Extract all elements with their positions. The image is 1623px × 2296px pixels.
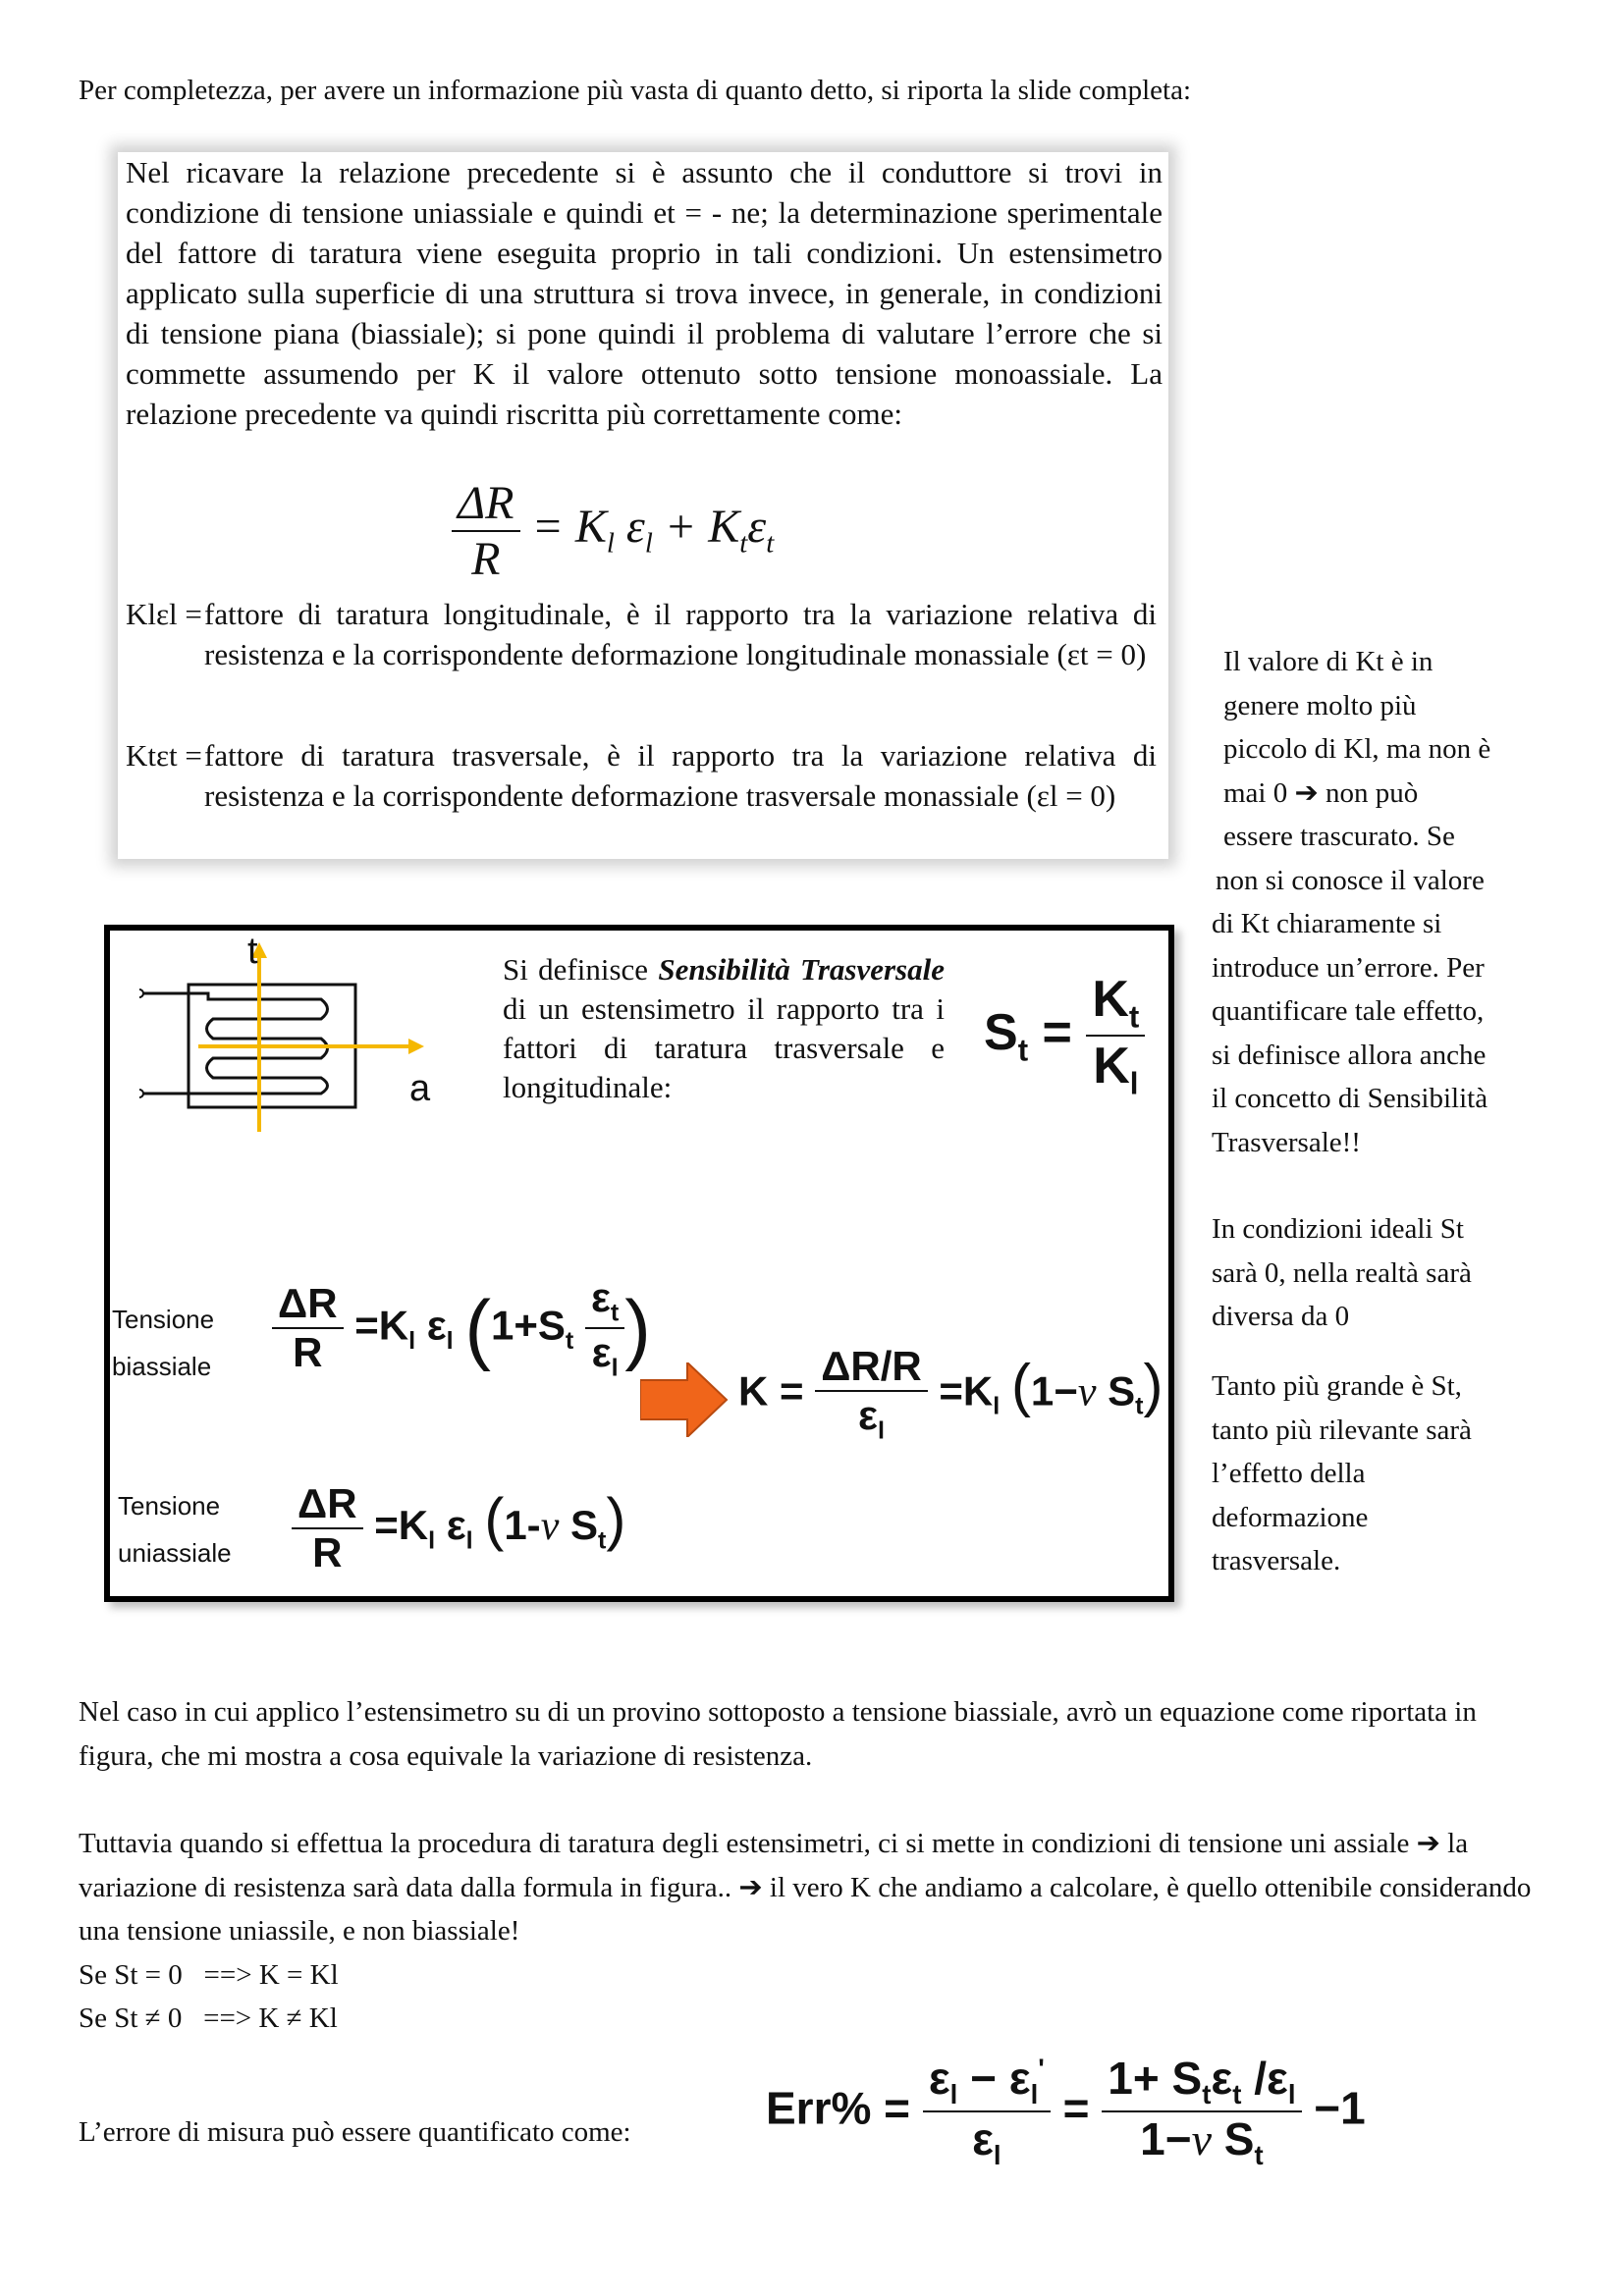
st-formula: $S_t$ = $\frac{K_t}{K_l}$ — [984, 970, 1145, 1102]
def2-text: fattore di taratura trasversale, è il rapporto tra la variazione relativa di resistenza e la corrispondente deformazione trasversale monassiale (εl = 0) — [204, 738, 1157, 813]
k-formula: K = $\frac{\Delta R/R}{\varepsilon_l}$ $=K_l$ (1−ν $S_t$) — [738, 1343, 1163, 1445]
def1-symbol: Klεl = — [126, 597, 202, 631]
resistance-formula: $\frac{\Delta R}{R}$ = $K_l$ $\varepsilon_l + K_t\varepsilon_t$ — [452, 476, 774, 586]
side-note-effect: Tanto più grande è St, tanto più rilevante sarà l’effetto della deformazione trasversale. — [1212, 1370, 1472, 1576]
side-note-kt: Il valore di Kt è in genere molto più piccolo di Kl, ma non è mai 0 ➔ non può essere trascurato. Se non si conosce il valore di Kt chiaramente si introduce un’errore. Per quantificare tale effetto, si definisce allora anche il concetto di Sensibilità Trasversale!! — [1212, 646, 1491, 1158]
definition-longitudinal — [126, 594, 1166, 721]
strain-gauge-diagram — [139, 940, 434, 1137]
slide1-paragraph: Nel ricavare la relazione precedente si è assunto che il conduttore si trovi in condizione di tensione uniassiale e quindi et = - ne; la determinazione sperimentale del fattore di taratura viene eseguita proprio in tali condizioni. Un estensimetro applicato sulla superficie di una struttura si trova invece, in generale, in condizioni di tensione piana (biassiale); si pone quindi il problema di valutare l’errore che si commette assumendo per K il valore ottenuto sotto tensione monoassiale. La relazione precedente va quindi riscritta più correttamente come: — [126, 155, 1163, 431]
condition-line-1: Se St = 0 ==> K = Kl — [79, 1958, 339, 1991]
orange-arrow-icon — [640, 1362, 729, 1437]
definition-transverse — [126, 735, 1166, 863]
label-biassiale: Tensione biassiale — [112, 1305, 215, 1381]
intro-text: Per completezza, per avere un informazione più vasta di quanto detto, si riporta la slide completa: — [79, 75, 1192, 106]
slide-gauge-factor — [118, 152, 1168, 859]
biaxial-formula: $\frac{\Delta R}{R}$ $=K_l$ $\varepsilon_l$ ($1+S_t$ $\frac{\varepsilon_t}{\varepsilon_l}$ ) — [272, 1274, 651, 1383]
formula-numerator: ΔR — [452, 476, 520, 532]
label-uniassiale: Tensione uniassiale — [118, 1491, 232, 1568]
condition-line-2: Se St ≠ 0 ==> K ≠ Kl — [79, 2002, 338, 2034]
error-label: L’errore di misura può essere quantificato come: — [79, 2116, 631, 2148]
bottom-paragraph-2: Tuttavia quando si effettua la procedura di taratura degli estensimetri, ci si mette in condizioni di tensione uni assiale ➔ la variazione di resistenza sarà data dalla formula in figura.. ➔ il vero K che andiamo a calcolare, è quello ottenibile considerando una tensione uniassile, e non biassiale! Se St = 0 ==> K = Kl Se St ≠ 0 ==> K ≠ Kl — [79, 1822, 1551, 2041]
def1-text: fattore di taratura longitudinale, è il rapporto tra la variazione relativa di resistenza e la corrispondente deformazione longitudinale monassiale (εt = 0) — [204, 597, 1157, 671]
formula-rhs: = K — [531, 501, 607, 554]
sensitivity-definition: Si definisce Sensibilità Trasversale di un estensimetro il rapporto tra i fattori di taratura trasversale e longitudinale: — [503, 952, 945, 1104]
uniaxial-formula: $\frac{\Delta R}{R}$ $=K_l$ $\varepsilon_l$ (1-ν $S_t$) — [292, 1480, 625, 1576]
bottom-paragraph-1: Nel caso in cui applico l’estensimetro su di un provino sottoposto a tensione biassiale, avrò un equazione come riportata in figura, che mi mostra a cosa equivale la variazione di resistenza. — [79, 1696, 1477, 1772]
formula-denominator: R — [471, 533, 501, 585]
slide-transverse-sensitivity — [104, 925, 1174, 1602]
axis-t-label: t — [247, 931, 258, 972]
error-formula: Err% = $\frac{\varepsilon_l - \varepsilon_l'}{\varepsilon_l}$ = $\frac{1+ S_t\varepsilon_t /\varepsilon_l}{1-\nu S_t}$ −1 — [766, 2053, 1366, 2171]
axis-a-label: a — [409, 1068, 431, 1109]
side-note-ideal: In condizioni ideali St sarà 0, nella realtà sarà diversa da 0 — [1212, 1213, 1472, 1332]
def2-symbol: Ktεt = — [126, 738, 202, 773]
